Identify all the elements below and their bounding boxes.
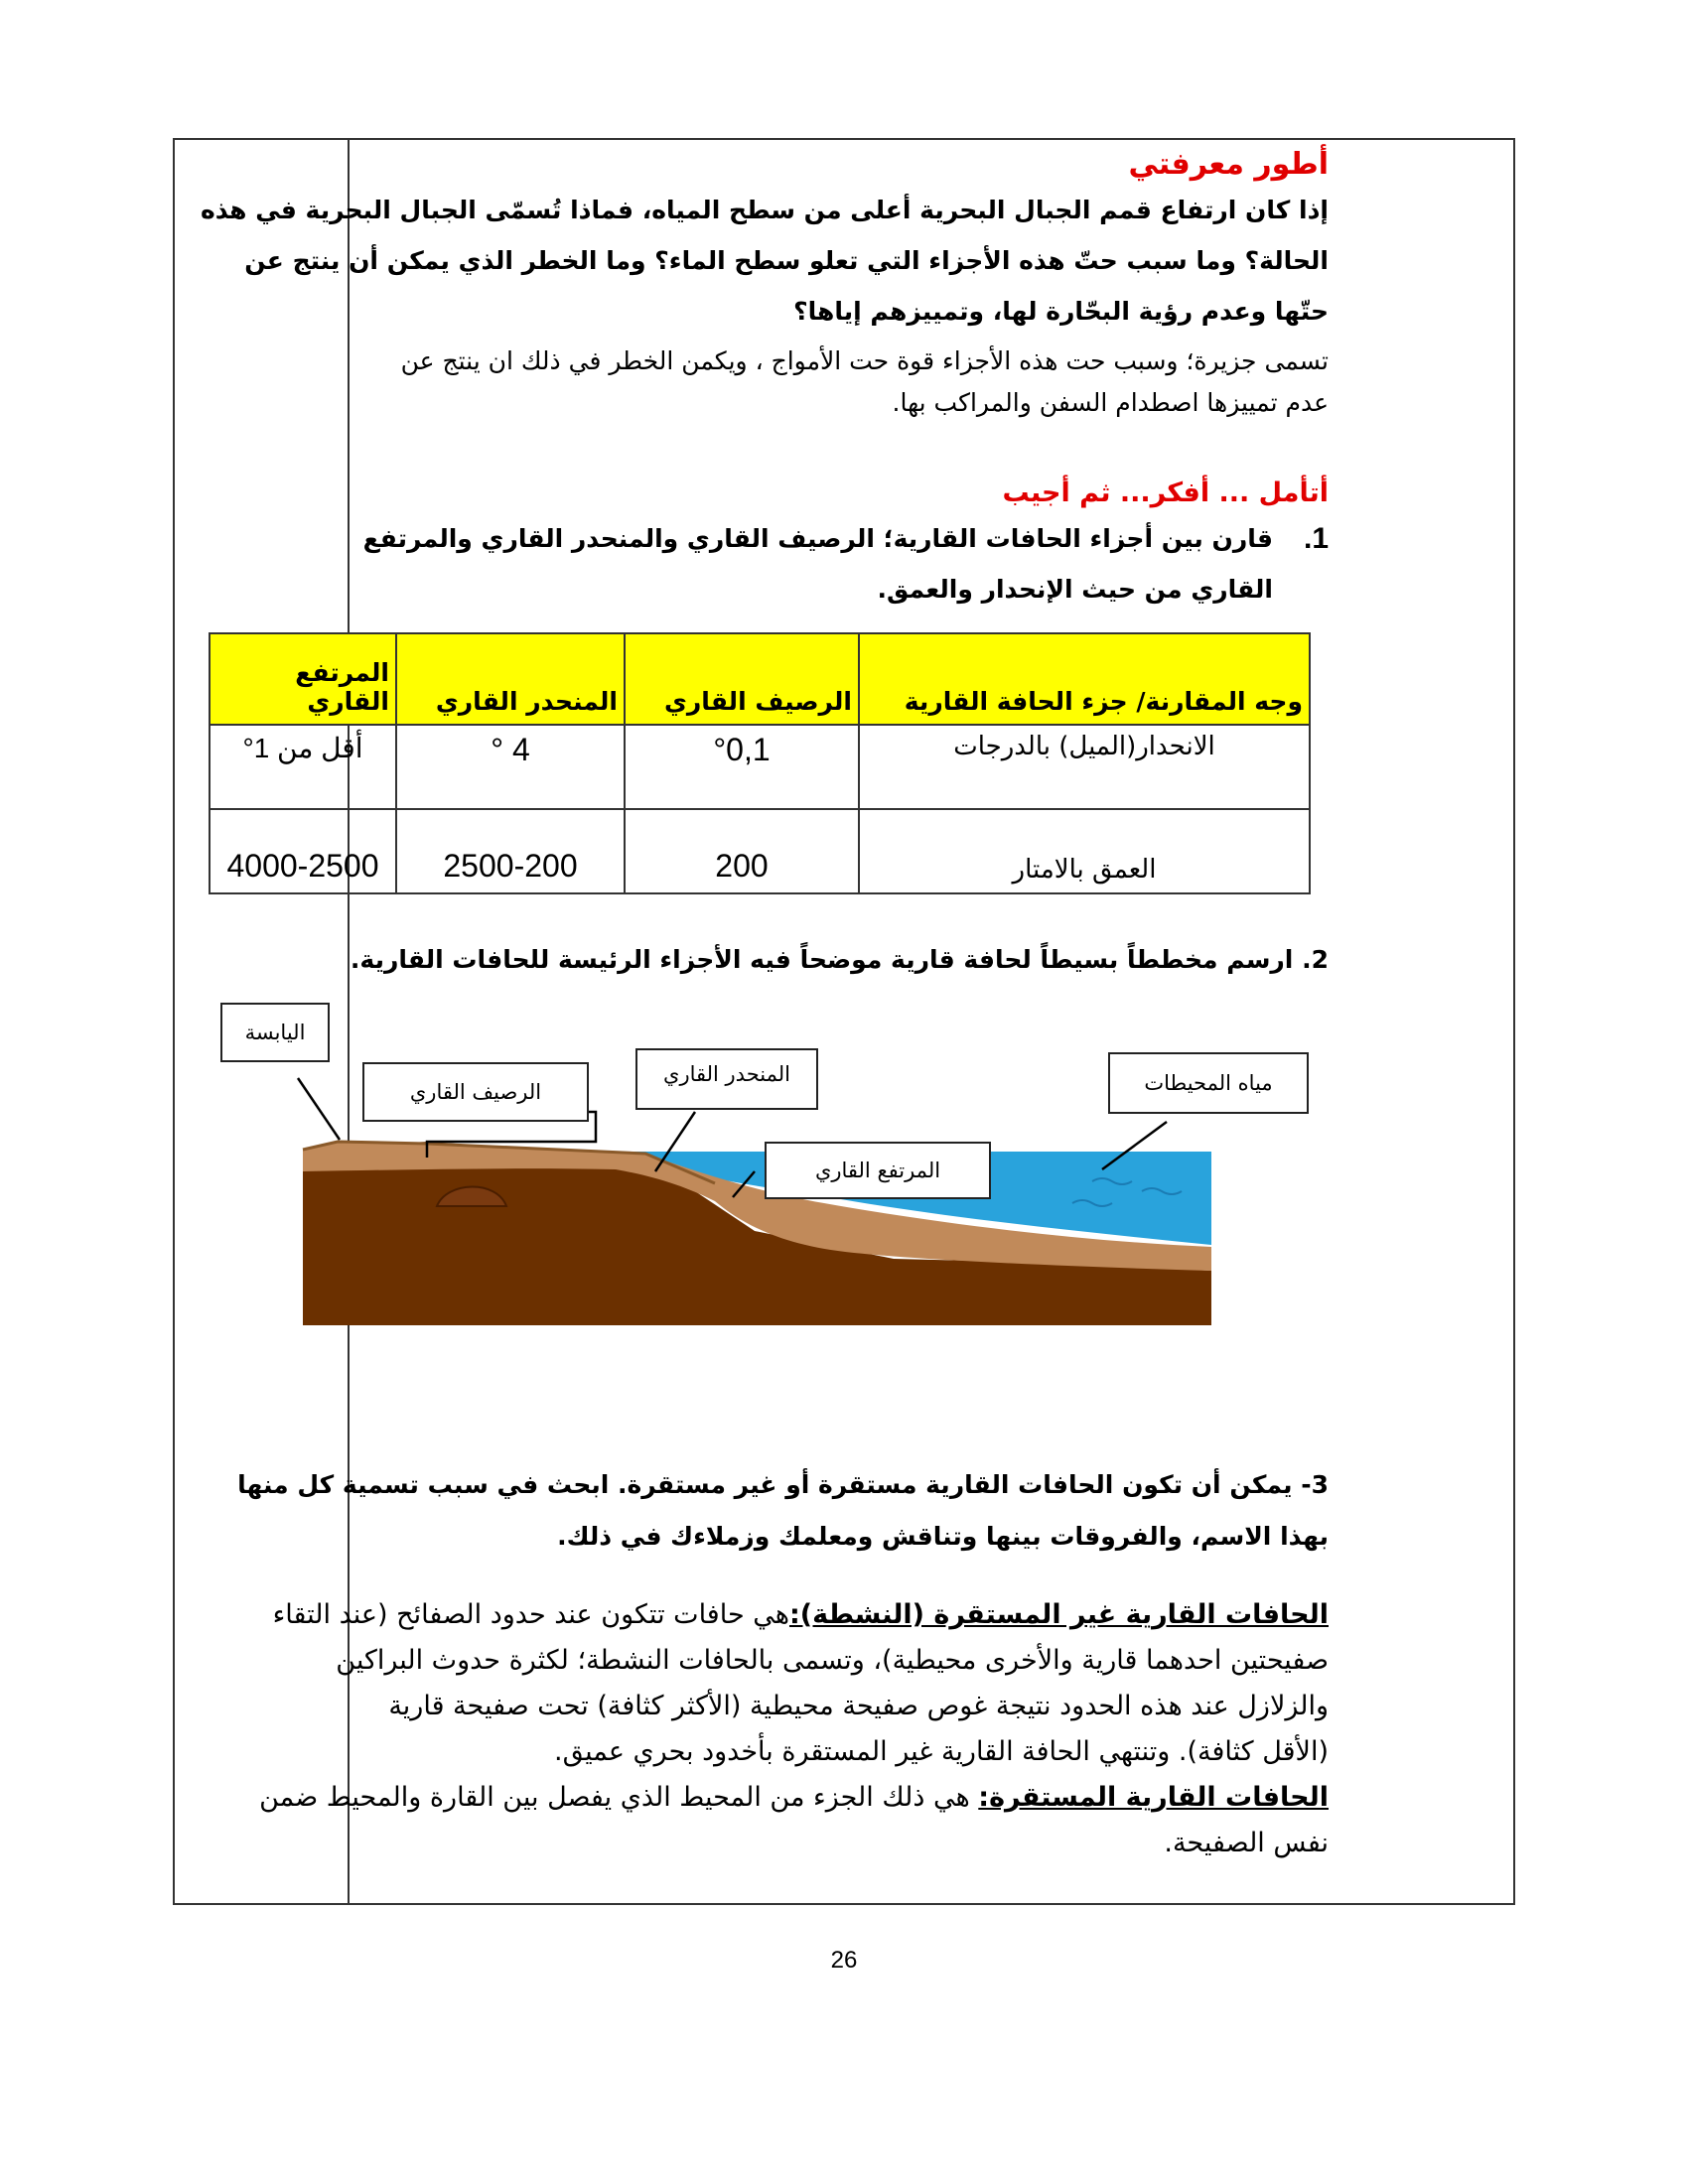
table-cell: أقل من 1° bbox=[210, 725, 396, 809]
active-margin-line: صفيحتين احدهما قارية والأخرى محيطية)، وتسمى بالحافات النشطة؛ لكثرة حدوث البراكين bbox=[336, 1645, 1329, 1676]
question-2: 2. ارسم مخططاً بسيطاً لحافة قارية موضحاً فيه الأجزاء الرئيسة للحافات القارية. bbox=[350, 945, 1329, 974]
table-cell: 200 bbox=[625, 809, 859, 893]
table-cell: الانحدار(الميل) بالدرجات bbox=[859, 725, 1310, 809]
question-line: إذا كان ارتفاع قمم الجبال البحرية أعلى من سطح المياه، فماذا تُسمّى الجبال البحرية في هذه bbox=[200, 196, 1329, 224]
table-header: الرصيف القاري bbox=[625, 633, 859, 725]
active-margin-text: هي حافات تتكون عند حدود الصفائح (عند التقاء bbox=[272, 1599, 789, 1630]
passive-margin-text: هي ذلك الجزء من المحيط الذي يفصل بين القارة والمحيط ضمن bbox=[259, 1782, 979, 1813]
active-margin-line bbox=[189, 1592, 1329, 1638]
question-number: 1. bbox=[1303, 522, 1329, 555]
table-cell: العمق بالامتار bbox=[859, 809, 1310, 893]
answer-line: تسمى جزيرة؛ وسبب حت هذه الأجزاء قوة حت الأمواج ، ويكمن الخطر في ذلك ان ينتج عن bbox=[400, 346, 1329, 375]
table-header: المرتفع القاري bbox=[210, 633, 396, 725]
active-margin-line: والزلازل عند هذه الحدود نتيجة غوص صفيحة محيطية (الأكثر كثافة) تحت صفيحة قارية bbox=[388, 1691, 1329, 1721]
label-continental-slope: المنحدر القاري bbox=[635, 1048, 818, 1110]
table-header: وجه المقارنة/ جزء الحافة القارية bbox=[859, 633, 1310, 725]
table-cell: °0,1 bbox=[625, 725, 859, 809]
pointer-land bbox=[298, 1078, 340, 1140]
table-header: المنحدر القاري bbox=[396, 633, 625, 725]
table-cell: 4000-2500 bbox=[210, 809, 396, 893]
active-margin-term: الحافات القارية غير المستقرة (النشطة): bbox=[788, 1599, 1329, 1630]
label-continental-shelf: الرصيف القاري bbox=[362, 1062, 589, 1122]
question-line: قارن بين أجزاء الحافات القارية؛ الرصيف القاري والمنحدر القاري والمرتفع bbox=[362, 524, 1273, 553]
question-line: القاري من حيث الإنحدار والعمق. bbox=[877, 575, 1273, 604]
active-margin-line: (الأقل كثافة). وتنتهي الحافة القارية غير المستقرة بأخدود بحري عميق. bbox=[553, 1736, 1329, 1767]
question-3-line: بهذا الاسم، والفروقات بينها وتناقش ومعلمك وزملاءك في ذلك. bbox=[557, 1522, 1329, 1551]
label-continental-rise: المرتفع القاري bbox=[765, 1142, 991, 1199]
question-line: حتّها وعدم رؤية البحّارة لها، وتمييزهم إياها؟ bbox=[793, 297, 1329, 326]
section-title-develop-knowledge: أطور معرفتي bbox=[1128, 147, 1329, 182]
label-ocean-water: مياه المحيطات bbox=[1108, 1052, 1309, 1114]
table-cell: 4 ° bbox=[396, 725, 625, 809]
page-number: 26 bbox=[830, 1947, 858, 1974]
passive-margin-line bbox=[189, 1775, 1329, 1821]
answer-line: عدم تمييزها اصطدام السفن والمراكب بها. bbox=[892, 388, 1329, 417]
section-3 bbox=[189, 1459, 1329, 1866]
question-3-line: 3- يمكن أن تكون الحافات القارية مستقرة أو غير مستقرة. ابحث في سبب تسمية كل منها bbox=[237, 1470, 1329, 1499]
passive-margin-term: الحافات القارية المستقرة: bbox=[978, 1782, 1329, 1813]
question-line: الحالة؟ وما سبب حتّ هذه الأجزاء التي تعلو سطح الماء؟ وما الخطر الذي يمكن أن ينتج عن bbox=[244, 246, 1329, 275]
table-cell: 2500-200 bbox=[396, 809, 625, 893]
label-land: اليابسة bbox=[220, 1003, 330, 1062]
passive-margin-line: نفس الصفيحة. bbox=[1164, 1828, 1329, 1858]
section-title-reflect: أتأمل ... أفكر... ثم أجيب bbox=[1002, 478, 1329, 508]
